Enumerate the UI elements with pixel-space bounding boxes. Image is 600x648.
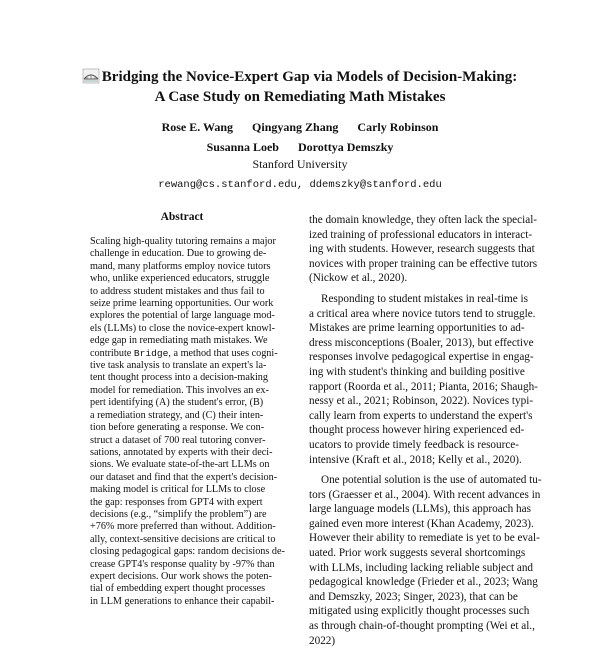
body-line: dress misconceptions (Boaler, 2013), but effective <box>309 336 534 349</box>
affiliation: Stanford University <box>252 157 348 171</box>
abstract-line: to address student mistakes and thus fail to <box>90 285 265 297</box>
abstract-line: the gap: responses from GPT4 with expert <box>90 496 263 508</box>
abstract-line: mand, many platforms employ novice tutors <box>90 260 271 272</box>
body-line: ized training of professional educators in interact- <box>309 228 533 241</box>
body-line: nessy et al., 2021; Robinson, 2022). Novices typi- <box>309 395 534 408</box>
abstract-line: who, unlike experienced educators, struggle <box>90 273 270 285</box>
intro-column <box>309 213 541 648</box>
abstract-line: crease GPT4's response quality by -97% than <box>90 558 275 570</box>
body-line: intensive (Kraft et al., 2018; Kelly et al., 2020). <box>309 453 522 466</box>
abstract-line: Scaling high-quality tutoring remains a major <box>90 236 276 247</box>
abstract-line-suffix: , a method that uses cogni- <box>168 347 278 359</box>
author-emails: rewang@cs.stanford.edu, ddemszky@stanford.edu <box>158 179 442 191</box>
body-line: uated. Prior work suggests several shortcomings <box>309 547 526 560</box>
abstract-line: in LLM generations to enhance their capabil- <box>90 595 275 607</box>
author-name: Rose E. Wang <box>161 120 234 134</box>
body-line: the domain knowledge, they often lack the special- <box>309 214 538 226</box>
abstract-line: tial of embedding expert thought processes <box>90 583 266 595</box>
body-line: cally learn from experts to understand the expert's <box>309 409 533 422</box>
abstract-line: els (LLMs) to close the novice-expert knowl- <box>90 322 276 334</box>
author-name: Qingyang Zhang <box>252 120 339 134</box>
title-line-2: A Case Study on Remediating Math Mistakes <box>154 89 446 105</box>
abstract-line: pert identifying (A) the student's error, (B) <box>90 397 264 409</box>
author-row-1 <box>0 117 600 137</box>
body-line: However their ability to remediate is yet to be eval- <box>309 532 540 545</box>
abstract-line: ally, context-sensitive decisions are critical to <box>90 533 276 545</box>
body-line: (Nickow et al., 2020). <box>309 272 408 285</box>
title-line-1 <box>0 68 600 88</box>
title-line-1-text: Bridging the Novice-Expert Gap via Models of Decision-Making: <box>101 69 518 85</box>
body-line: thought process however hiring experienced ed- <box>309 424 525 437</box>
body-line: and Demszky, 2023; Singer, 2023), that can be <box>309 590 518 603</box>
abstract-line: closing pedagogical gaps: random decisions de- <box>90 546 285 558</box>
body-line: large language models (LLMs), this approach has <box>309 503 531 516</box>
author-row-2 <box>0 137 600 157</box>
body-line: as through chain-of-thought prompting (Wei et al., <box>309 620 535 633</box>
abstract-line: expert decisions. Our work shows the poten- <box>90 570 272 582</box>
abstract-line: challenge in education. Due to growing de- <box>90 248 267 260</box>
body-line: rapport (Roorda et al., 2011; Pianta, 2016; Shaugh- <box>309 380 538 393</box>
author-name: Dorottya Demszky <box>297 140 394 154</box>
abstract-line: explores the potential of large language mod- <box>90 310 275 322</box>
abstract-line: sions. We evaluate state-of-the-art LLMs on <box>90 459 270 471</box>
body-line: ucators to provide timely feedback is resource- <box>309 438 519 451</box>
body-line: responses involve pedagogical expertise in engag- <box>309 351 534 364</box>
bridge-logo-icon <box>83 69 99 88</box>
body-line: pedagogical knowledge (Frieder et al., 2023; Wang <box>309 576 538 589</box>
abstract-line <box>90 348 280 360</box>
bridge-method-name: Bridge <box>133 347 169 359</box>
body-line: ing with students. However, research suggests that <box>309 243 535 256</box>
author-name: Susanna Loeb <box>206 140 279 154</box>
abstract-line: model for remediation. This involves an ex- <box>90 384 269 396</box>
intro-paragraph <box>309 213 541 286</box>
abstract-heading: Abstract <box>160 211 204 223</box>
body-line: novices with proper training can be effective tutors <box>309 257 538 270</box>
abstract-line: struct a dataset of 700 real tutoring conver- <box>90 434 266 446</box>
abstract-line-prefix: contribute <box>90 347 134 359</box>
abstract-line: edge gap in remediating math mistakes. We <box>90 335 268 347</box>
body-line: ing with student's thinking and building positive <box>309 365 525 378</box>
abstract-line: our dataset and find that the expert's decision- <box>90 471 278 483</box>
author-list <box>0 117 600 157</box>
body-line: gained even more interest (Khan Academy, 2023). <box>309 517 534 530</box>
abstract-line: seize prime learning opportunities. Our work <box>90 298 274 310</box>
abstract-line: a remediation strategy, and (C) their inten- <box>90 409 264 421</box>
body-line: Responding to student mistakes in real-time is <box>321 292 528 305</box>
author-name: Carly Robinson <box>357 120 439 134</box>
body-line: tors (Graesser et al., 2004). With recent advances in <box>309 488 541 501</box>
body-line: Mistakes are prime learning opportunities to ad- <box>309 322 525 335</box>
body-line: mitigated using explicitly thought processes such <box>309 605 530 618</box>
abstract-line: tent thought process into a decision-making <box>90 372 268 384</box>
body-line: 2022) <box>309 634 336 647</box>
intro-paragraph <box>309 292 541 467</box>
paper-title <box>0 68 600 106</box>
abstract-line: sations, annotated by experts with their deci- <box>90 446 273 458</box>
abstract-line: tion before generating a response. We con- <box>90 422 265 434</box>
abstract-line: +76% more preferred than without. Addition- <box>90 521 276 533</box>
abstract-line: decisions (e.g., “simplify the problem”) are <box>90 508 267 520</box>
body-line: One potential solution is the use of automated tu- <box>321 474 542 487</box>
abstract-line: making model is critical for LLMs to close <box>90 484 266 496</box>
intro-paragraph <box>309 473 541 648</box>
abstract-line: tive task analysis to translate an expert's la- <box>90 360 267 372</box>
body-line: a critical area where novice tutors tend to struggle. <box>309 307 536 320</box>
body-line: with LLMs, including lacking reliable subject and <box>309 561 534 574</box>
abstract-body <box>90 236 285 608</box>
